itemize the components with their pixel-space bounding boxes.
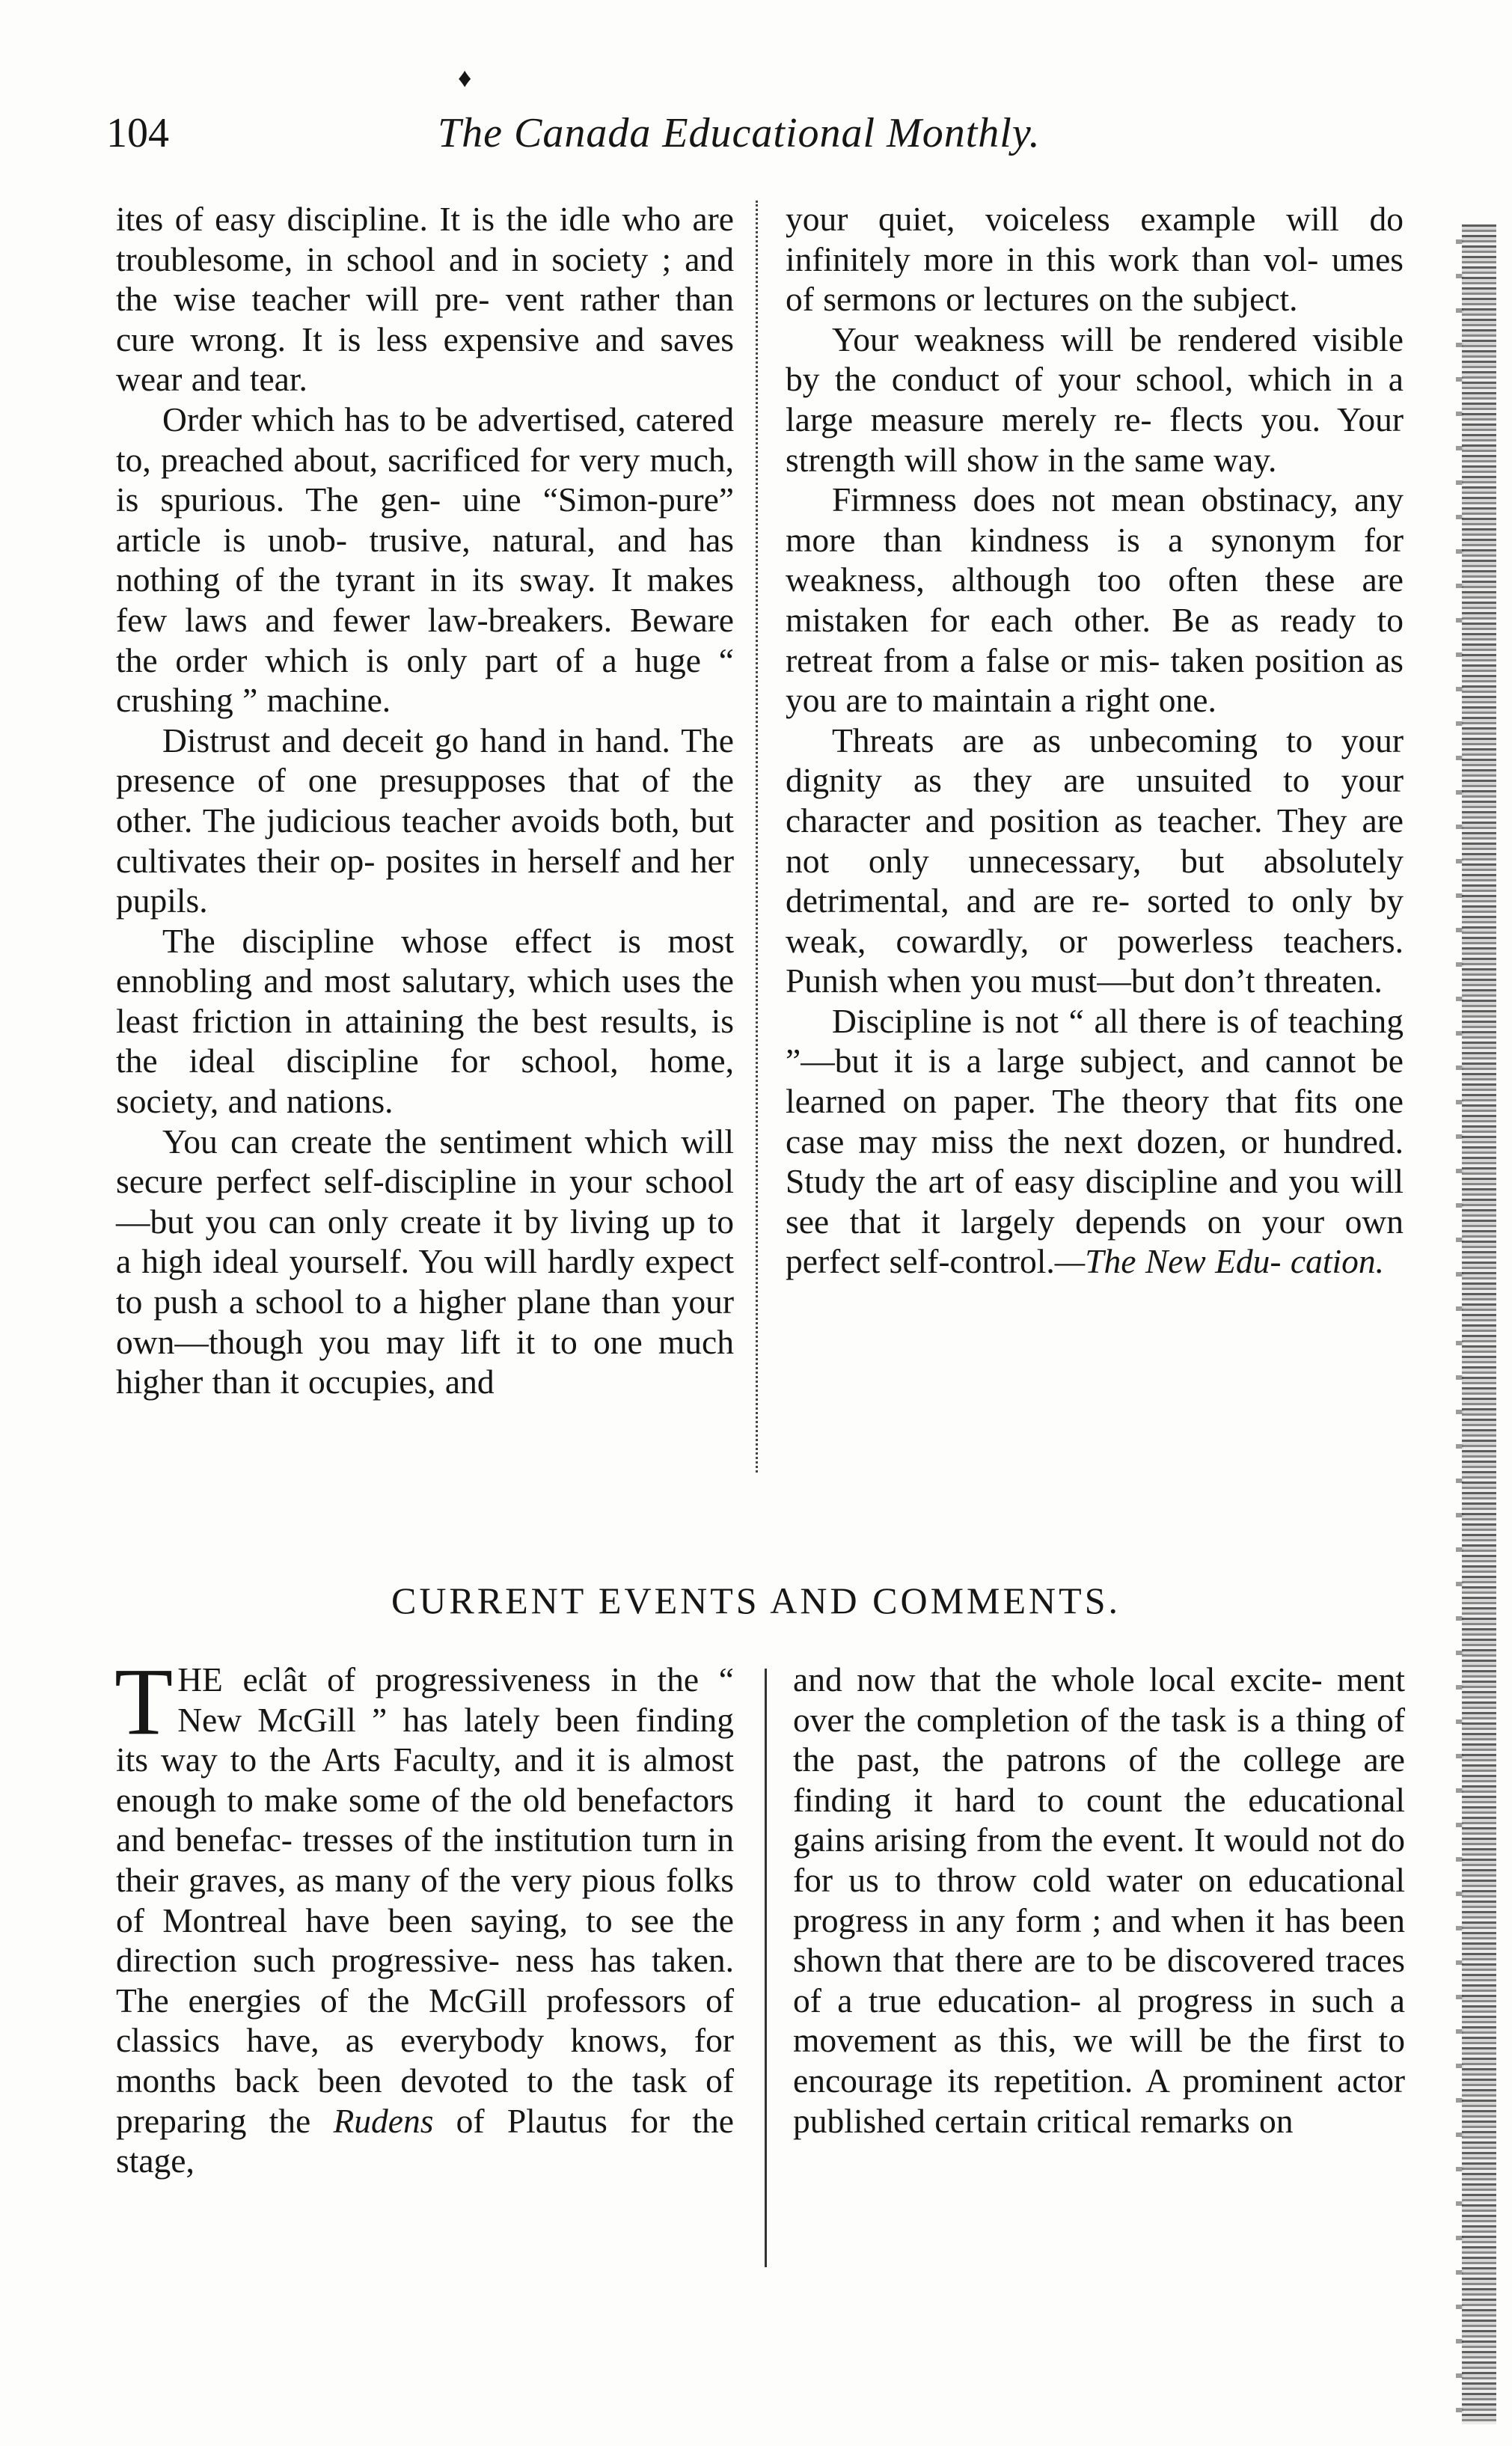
page-number: 104 bbox=[106, 110, 169, 156]
article-top-right-column bbox=[786, 199, 1404, 1282]
section-heading: CURRENT EVENTS AND COMMENTS. bbox=[391, 1580, 1121, 1621]
source-credit: —The New Edu- cation. bbox=[1054, 1242, 1385, 1281]
article-bottom-left-column bbox=[114, 1648, 734, 2181]
paragraph-text: Discipline is not “ all there is of teaching ”—but it is a large subject, and cannot be learned on paper. The theory that fits one case may miss the next dozen, or hundred. Study the art of easy discipline and you will see that it largely depends on your own perfect self-control. bbox=[786, 1001, 1404, 1281]
article-bottom-right-column bbox=[793, 1660, 1405, 2141]
article-top-left-column bbox=[116, 199, 734, 1402]
scan-margin-strip bbox=[1462, 224, 1496, 2424]
play-title: Rudens bbox=[333, 2101, 434, 2140]
paragraph: and now that the whole local excite- ment over the completion of the task is a thing of the past, the patrons of the college are finding it hard to count the educational gains arising from the event. It would not do for us to throw cold water on educational progress in any form ; and when it has been shown that there are to be discovered traces of a true education- al progress in such a movement as this, we will be the first to encourage its repetition. A prominent actor published certain critical remarks on bbox=[793, 1660, 1406, 2140]
paragraph-text: eclât of progressiveness in the “ New McGill ” has lately been finding its way to the Arts Faculty, and it is almost enough to make some of the old benefactors and benefac- tresses of the institution turn in their graves, as many of the very pious folks of Montreal have been saying, to see the direction such progressive- ness has taken. The energies of the McGill professors of classics have, as everybody knows, for months back been devoted to the task of preparing the bbox=[116, 1660, 734, 2140]
paragraph: ites of easy discipline. It is the idle who are troublesome, in school and in society ; and the wise teacher will pre- vent rather than cure wrong. It is less expensive and saves wear and tear. bbox=[116, 200, 734, 399]
lead-small-caps: HE bbox=[177, 1660, 223, 1699]
paragraph: your quiet, voiceless example will do infinitely more in this work than vol- umes of sermons or lectures on the subject. bbox=[786, 200, 1404, 319]
lead-paragraph bbox=[114, 1648, 734, 2181]
paragraph: You can create the sentiment which will secure perfect self-discipline in your school—but you can only create it by living up to a high ideal yourself. You will hardly expect to push a school to a higher plane than your own—though you may lift it to one much higher than it occupies, and bbox=[116, 1122, 734, 1401]
drop-cap: T bbox=[114, 1648, 174, 1755]
paragraph: Threats are as unbecoming to your dignity as they are unsuited to your character and position as teacher. They are not only unnecessary, but absolutely detrimental, and are re- sorted to only by weak, cowardly, or powerless teachers. Punish when you must—but don’t threaten. bbox=[786, 721, 1404, 1000]
running-head: The Canada Educational Monthly. bbox=[438, 110, 1041, 156]
paragraph: The discipline whose effect is most ennobling and most salutary, which uses the least friction in attaining the best results, is the ideal discipline for school, home, society, and nations. bbox=[116, 921, 734, 1121]
paragraph-text: of Plautus for the stage, bbox=[116, 2101, 734, 2180]
column-divider bbox=[756, 201, 758, 1473]
paragraph: Firmness does not mean obstinacy, any more than kindness is a synonym for weakness, although too often these are mistaken for each other. Be as ready to retreat from a false or mis- taken position as you are to maintain a right one. bbox=[786, 480, 1404, 720]
paragraph: Distrust and deceit go hand in hand. The presence of one presupposes that of the other. The judicious teacher avoids both, but cultivates their op- posites in herself and her pupils. bbox=[116, 721, 734, 920]
paragraph-with-credit bbox=[786, 1001, 1404, 1282]
printer-ornament: ♦ bbox=[458, 63, 472, 93]
paragraph: Order which has to be advertised, catered to, preached about, sacrificed for very much, is spurious. The gen- uine “Simon-pure” article is unob- trusive, natural, and has nothing of the tyrant in its sway. It makes few laws and fewer law-breakers. Beware the order which is only part of a huge “ crushing ” machine. bbox=[116, 400, 734, 720]
paragraph: Your weakness will be rendered visible by the conduct of your school, which in a large measure merely re- flects you. Your strength will show in the same way. bbox=[786, 319, 1404, 479]
column-divider bbox=[765, 1669, 767, 2267]
